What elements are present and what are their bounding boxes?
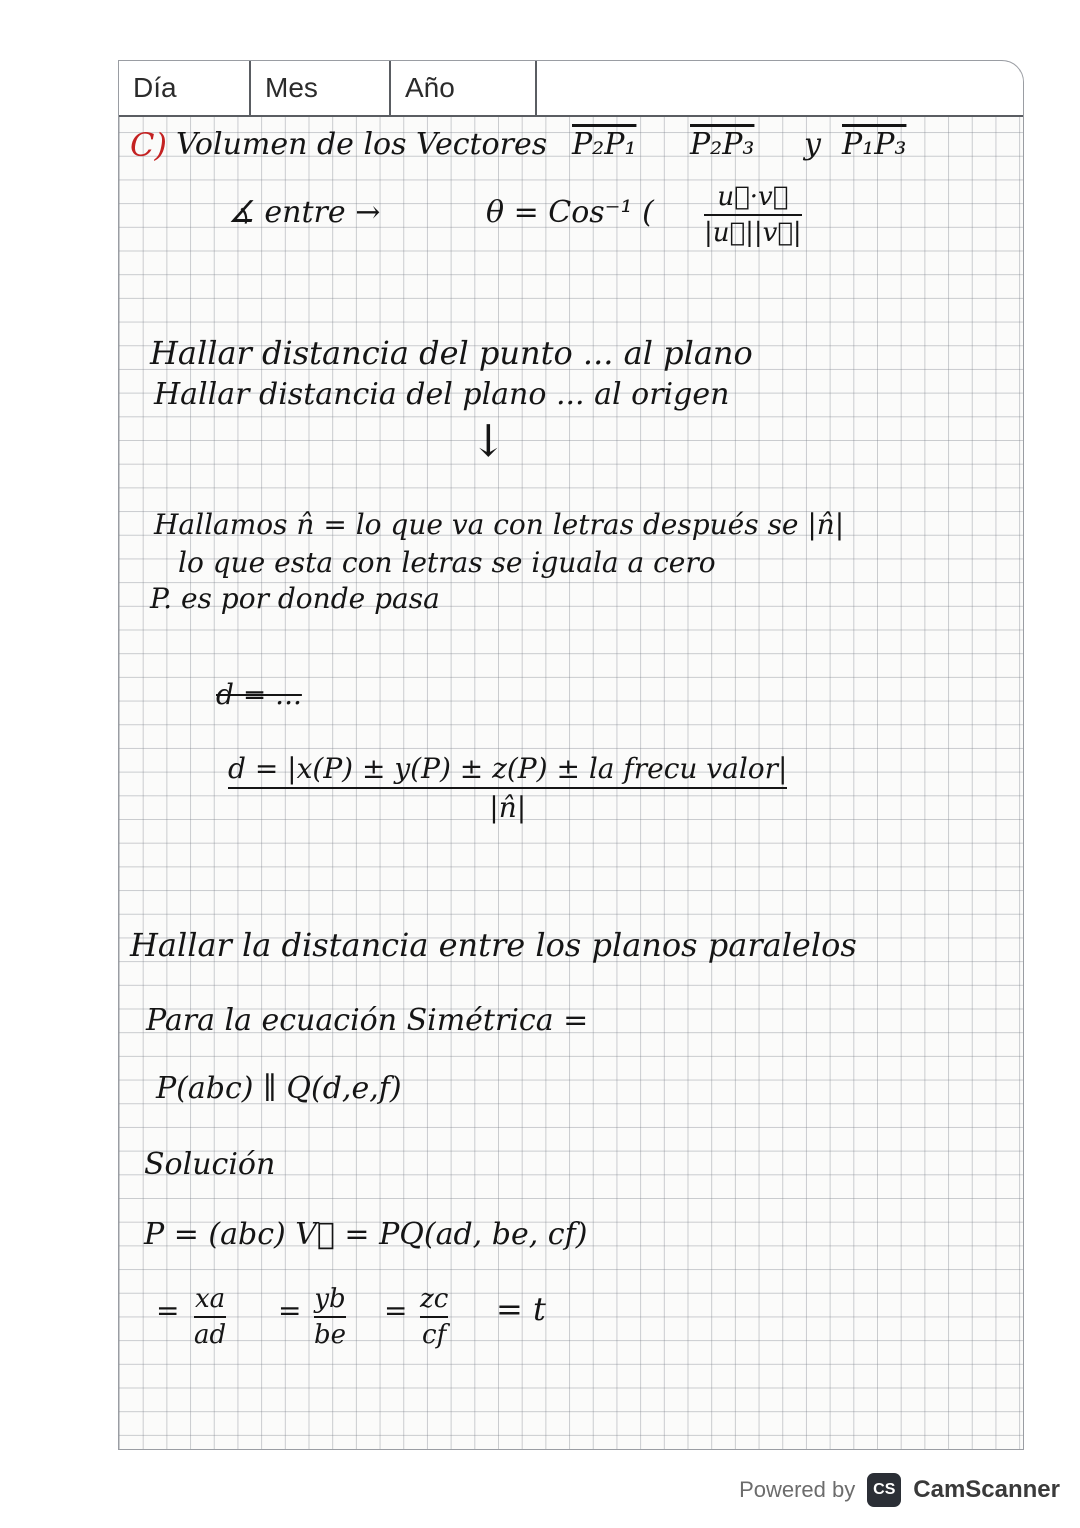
eq-numerator-z: zc <box>420 1284 449 1314</box>
distance-denominator: |n̂| <box>489 791 527 824</box>
eq-separator-2: = <box>384 1294 408 1327</box>
eq-prefix: = <box>156 1294 180 1327</box>
point-plane-line: Hallar distancia del punto ... al plano <box>150 334 753 372</box>
angle-prefix: ∡ entre → <box>228 195 381 230</box>
pq-parallel-line: P(abc) ∥ Q(d,e,f) <box>156 1071 402 1106</box>
normal-line-3: P. es por donde pasa <box>150 582 440 615</box>
angle-denominator: |u⃗||v⃗| <box>704 218 802 248</box>
vector-p2p3: P₂P₃ <box>690 127 755 162</box>
solution-line: P = (abc) V⃗ = PQ(ad, be, cf) <box>144 1217 588 1252</box>
vector-p1p3: P₁P₃ <box>842 127 907 162</box>
month-label: Mes <box>265 72 318 103</box>
symmetric-equation-title: Para la ecuación Simétrica = <box>146 1003 589 1038</box>
eq-separator-1: = <box>278 1294 302 1327</box>
item-label-c: C) <box>130 126 167 164</box>
fraction-bar <box>314 1316 346 1318</box>
normal-line-1: Hallamos n̂ = lo que va con letras después se |n̂| <box>154 508 845 541</box>
angle-formula: θ = Cos⁻¹ ( <box>486 195 654 230</box>
eq-fraction-x <box>194 1284 226 1350</box>
camscanner-logo-icon: CS <box>867 1473 901 1507</box>
powered-by-text: Powered by <box>739 1477 856 1502</box>
plane-origin-line: Hallar distancia del plano ... al origen <box>154 377 730 412</box>
eq-denominator-x: ad <box>194 1320 227 1350</box>
distance-formula <box>228 752 787 824</box>
eq-denominator-z: cf <box>422 1320 447 1350</box>
eq-suffix: = t <box>496 1290 546 1328</box>
camscanner-brand: CamScanner <box>913 1476 1060 1503</box>
vector-and: y <box>804 127 821 162</box>
scanner-watermark <box>739 1466 1060 1514</box>
angle-numerator: u⃗·v⃗ <box>717 182 789 212</box>
eq-numerator-x: xa <box>194 1284 226 1314</box>
crossed-scribble: d = ... <box>216 678 302 711</box>
fraction-bar <box>420 1316 448 1318</box>
year-label: Año <box>405 72 455 103</box>
eq-denominator-y: be <box>314 1320 347 1350</box>
solution-label: Solución <box>144 1147 276 1182</box>
down-arrow: ↓ <box>470 416 507 467</box>
vector-p2p1: P₂P₁ <box>572 127 637 162</box>
distance-numerator: d = |x(P) ± y(P) ± z(P) ± la frecu valor| <box>228 752 788 785</box>
eq-numerator-y: yb <box>314 1284 346 1314</box>
eq-fraction-y <box>314 1284 346 1350</box>
volume-title: Volumen de los Vectores <box>176 127 548 162</box>
angle-fraction <box>704 182 802 248</box>
fraction-bar <box>194 1316 226 1318</box>
normal-line-2: lo que esta con letras se iguala a cero <box>178 546 716 579</box>
day-label: Día <box>133 72 177 103</box>
fraction-bar <box>704 214 802 216</box>
fraction-bar <box>228 787 787 789</box>
eq-fraction-z <box>420 1284 448 1350</box>
parallel-planes-title: Hallar la distancia entre los planos paralelos <box>130 926 857 964</box>
